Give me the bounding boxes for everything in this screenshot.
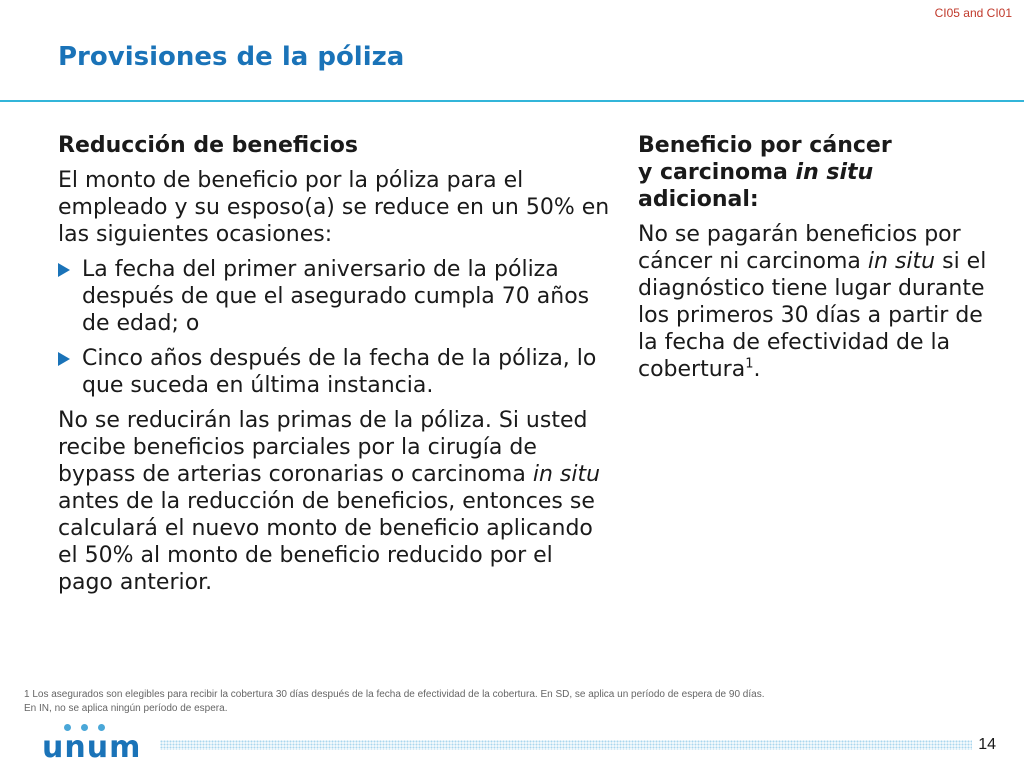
closing-text-end: antes de la reducción de beneficios, entonces se calculará el nuevo monto de beneficio aplicando el 50% al monto de beneficio reducido por el pago anterior. [58,489,595,595]
right-column [638,132,998,391]
closing-text: No se reducirán las primas de la póliza. Si usted recibe beneficios parciales por la cirugía de bypass de arterias coronarias o carcinoma [58,408,588,487]
heading-line-1: Beneficio por cáncer [638,133,892,158]
list-item [58,345,614,399]
dotted-footer-bar [160,740,972,750]
reduction-heading: Reducción de beneficios [58,133,359,158]
page-title: Provisiones de la póliza [58,42,405,72]
bullet-text: La fecha del primer aniversario de la póliza después de que el asegurado cumpla 70 años de edad; o [82,257,590,336]
title-divider [0,100,1024,102]
bullet-text: Cinco años después de la fecha de la póliza, lo que suceda en última instancia. [82,346,597,398]
page-number: 14 [978,736,996,753]
heading-line-2: y carcinoma [638,160,796,185]
footnote-line-1: 1 Los asegurados son elegibles para recibir la cobertura 30 días después de la fecha de efectividad de la cobertura. En SD, se aplica un período de espera de 90 días. [24,689,765,700]
list-item [58,256,614,337]
left-column [58,132,614,604]
body-text: No se pagarán beneficios por cáncer ni carcinoma [638,222,961,274]
footnote [24,688,994,716]
heading-line-3: adicional: [638,187,759,212]
triangle-bullet-icon [58,263,70,277]
slide-tag: CI05 and CI01 [934,6,1012,20]
unum-logo [36,724,156,764]
body-text-end: . [753,357,761,382]
footnote-line-2: En IN, no se aplica ningún período de espera. [24,703,228,714]
heading-italic: in situ [795,160,874,185]
cancer-benefit-body [638,221,998,383]
reduction-closing [58,407,614,596]
reduction-bullets [58,256,614,399]
reduction-intro: El monto de beneficio por la póliza para el empleado y su esposo(a) se reduce en un 50% en las siguientes ocasiones: [58,168,610,247]
logo-text: unum [42,730,142,765]
footer [0,722,1024,768]
cancer-benefit-heading [638,132,998,213]
body-text-cont: si el diagnóstico tiene lugar durante los primeros 30 días a partir de la fecha de efectividad de la cobertura [638,249,987,382]
body-italic: in situ [867,249,936,274]
footnote-ref: 1 [745,356,754,372]
closing-italic: in situ [532,462,601,487]
triangle-bullet-icon [58,352,70,366]
